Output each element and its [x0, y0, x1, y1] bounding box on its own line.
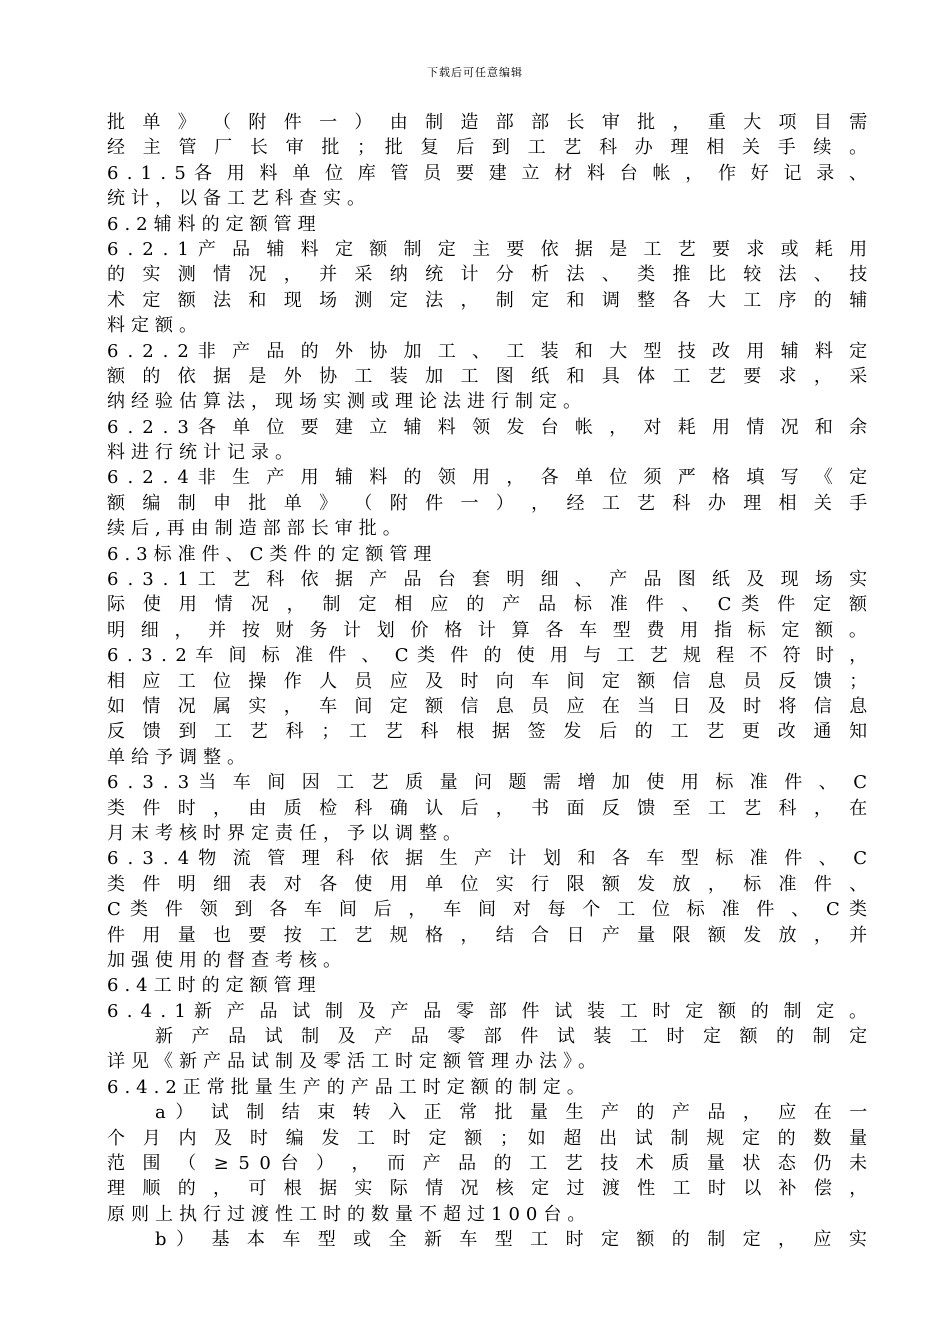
text-line: 6 . 2 . 1 产 品 辅 料 定 额 制 定 主 要 依 据 是 工 艺 要 求 或 耗 用	[107, 238, 868, 260]
text-line: 批 单 》 （ 附 件 一 ） 由 制 造 部 部 长 审 批 ， 重 大 项 目 需	[107, 112, 868, 133]
text-line: 术 定 额 法 和 现 场 测 定 法 ， 制 定 和 调 整 各 大 工 序 的 辅	[107, 289, 868, 311]
text-line: 6 . 3 . 2 车 间 标 准 件 、 C 类 件 的 使 用 与 工 艺 规 程 不 符 时 ，	[107, 645, 868, 667]
text-line: 6 . 3 . 1 工 艺 科 依 据 产 品 台 套 明 细 、 产 品 图 纸 及 现 场 实	[107, 569, 868, 591]
text-line: 际 使 用 情 况 ， 制 定 相 应 的 产 品 标 准 件 、 C 类 件 定 额	[107, 594, 868, 616]
text-line: 的 实 测 情 况 ， 并 采 纳 统 计 分 析 法 、 类 推 比 较 法 、 技	[107, 264, 868, 286]
text-line: 新 产 品 试 制 及 产 品 零 部 件 试 装 工 时 定 额 的 制 定	[155, 1026, 868, 1048]
text-line: 纳经验估算法，现场实测或理论法进行制定。	[107, 391, 587, 413]
text-line: 6 . 2 . 3 各 单 位 要 建 立 辅 料 领 发 台 帐 ， 对 耗 用 情 况 和 余	[107, 416, 868, 438]
text-line: 额 的 依 据 是 外 协 工 装 加 工 图 纸 和 具 体 工 艺 要 求 ， 采	[107, 365, 868, 387]
text-line: 6 . 2 . 4 非 生 产 用 辅 料 的 领 用 ， 各 单 位 须 严 格 填 写 《 定	[107, 467, 868, 489]
text-line: C 类 件 领 到 各 车 间 后 ， 车 间 对 每 个 工 位 标 准 件 、 C 类	[107, 899, 868, 921]
text-line: 6 . 3 . 3 当 车 间 因 工 艺 质 量 问 题 需 增 加 使 用 标 准 件 、 C	[107, 772, 867, 794]
text-line: 6 . 4 . 1 新 产 品 试 制 及 产 品 零 部 件 试 装 工 时 定 额 的 制 定 。	[107, 1000, 867, 1022]
text-line: 6.4.2正常批量生产的产品工时定额的制定。	[107, 1076, 591, 1098]
text-line: 单给予调整。	[107, 746, 251, 768]
text-line: 范 围 （ ≥ 5 0 台 ） ， 而 产 品 的 工 艺 技 术 质 量 状 态 仍 未	[107, 1153, 867, 1175]
text-line: 如 情 况 属 实 ， 车 间 定 额 信 息 员 应 在 当 日 及 时 将 信 息	[107, 695, 868, 717]
text-line: 详见《新产品试制及零活工时定额管理办法》。	[107, 1051, 602, 1073]
text-line: 件 用 量 也 要 按 工 艺 规 格 ， 结 合 日 产 量 限 额 发 放 ， 并	[107, 924, 868, 946]
text-line: 6 . 1 . 5 各 用 料 单 位 库 管 员 要 建 立 材 料 台 帐 ， 作 好 记 录 、	[107, 162, 867, 184]
text-line: 6.2辅料的定额管理	[107, 213, 322, 235]
text-line: 类 件 明 细 表 对 各 使 用 单 位 实 行 限 额 发 放 ， 标 准 件 、	[107, 873, 868, 895]
text-line: 月末考核时界定责任，予以调整。	[107, 822, 467, 844]
text-line: 料进行统计记录。	[107, 442, 299, 464]
text-line: 额 编 制 申 批 单 》 （ 附 件 一 ） ， 经 工 艺 科 办 理 相 关 手	[107, 492, 868, 514]
text-line: 6.4工时的定额管理	[107, 975, 322, 997]
text-line: 类 件 时 ， 由 质 检 科 确 认 后 ， 书 面 反 馈 至 工 艺 科 ， 在	[107, 797, 868, 819]
text-line: a ） 试 制 结 束 转 入 正 常 批 量 生 产 的 产 品 ， 应 在 一	[155, 1102, 868, 1124]
text-line: b ） 基 本 车 型 或 全 新 车 型 工 时 定 额 的 制 定 ， 应 实	[155, 1229, 867, 1251]
text-line: 相 应 工 位 操 作 人 员 应 及 时 向 车 间 定 额 信 息 员 反 馈 ；	[107, 670, 868, 692]
text-line: 料定额。	[107, 315, 203, 337]
text-line: 原则上执行过渡性工时的数量不超过100台。	[107, 1203, 592, 1225]
text-line: 理 顺 的 ， 可 根 据 实 际 情 况 核 定 过 渡 性 工 时 以 补 偿 ，	[107, 1178, 868, 1200]
text-line: 6 . 3 . 4 物 流 管 理 科 依 据 生 产 计 划 和 各 车 型 标 准 件 、 C	[107, 848, 867, 870]
text-line: 反 馈 到 工 艺 科 ； 工 艺 科 根 据 签 发 后 的 工 艺 更 改 通 知	[107, 721, 868, 743]
text-line: 6 . 2 . 2 非 产 品 的 外 协 加 工 、 工 装 和 大 型 技 改 用 辅 料 定	[107, 340, 868, 362]
document-body	[107, 110, 867, 1253]
text-line: 经 主 管 厂 长 审 批 ； 批 复 后 到 工 艺 科 办 理 相 关 手 续 。	[107, 137, 868, 159]
text-line: 续后,再由制造部部长审批。	[107, 518, 407, 540]
text-line: 统计，以备工艺科查实。	[107, 188, 371, 210]
text-line: 个 月 内 及 时 编 发 工 时 定 额 ； 如 超 出 试 制 规 定 的 数 量	[107, 1127, 868, 1149]
text-line: 明 细 ， 并 按 财 务 计 划 价 格 计 算 各 车 型 费 用 指 标 定 额 。	[107, 619, 867, 641]
text-line: 6.3标准件、C类件的定额管理	[107, 543, 438, 565]
text-line: 加强使用的督查考核。	[107, 949, 347, 971]
page-header: 下载后可任意编辑	[427, 66, 523, 79]
